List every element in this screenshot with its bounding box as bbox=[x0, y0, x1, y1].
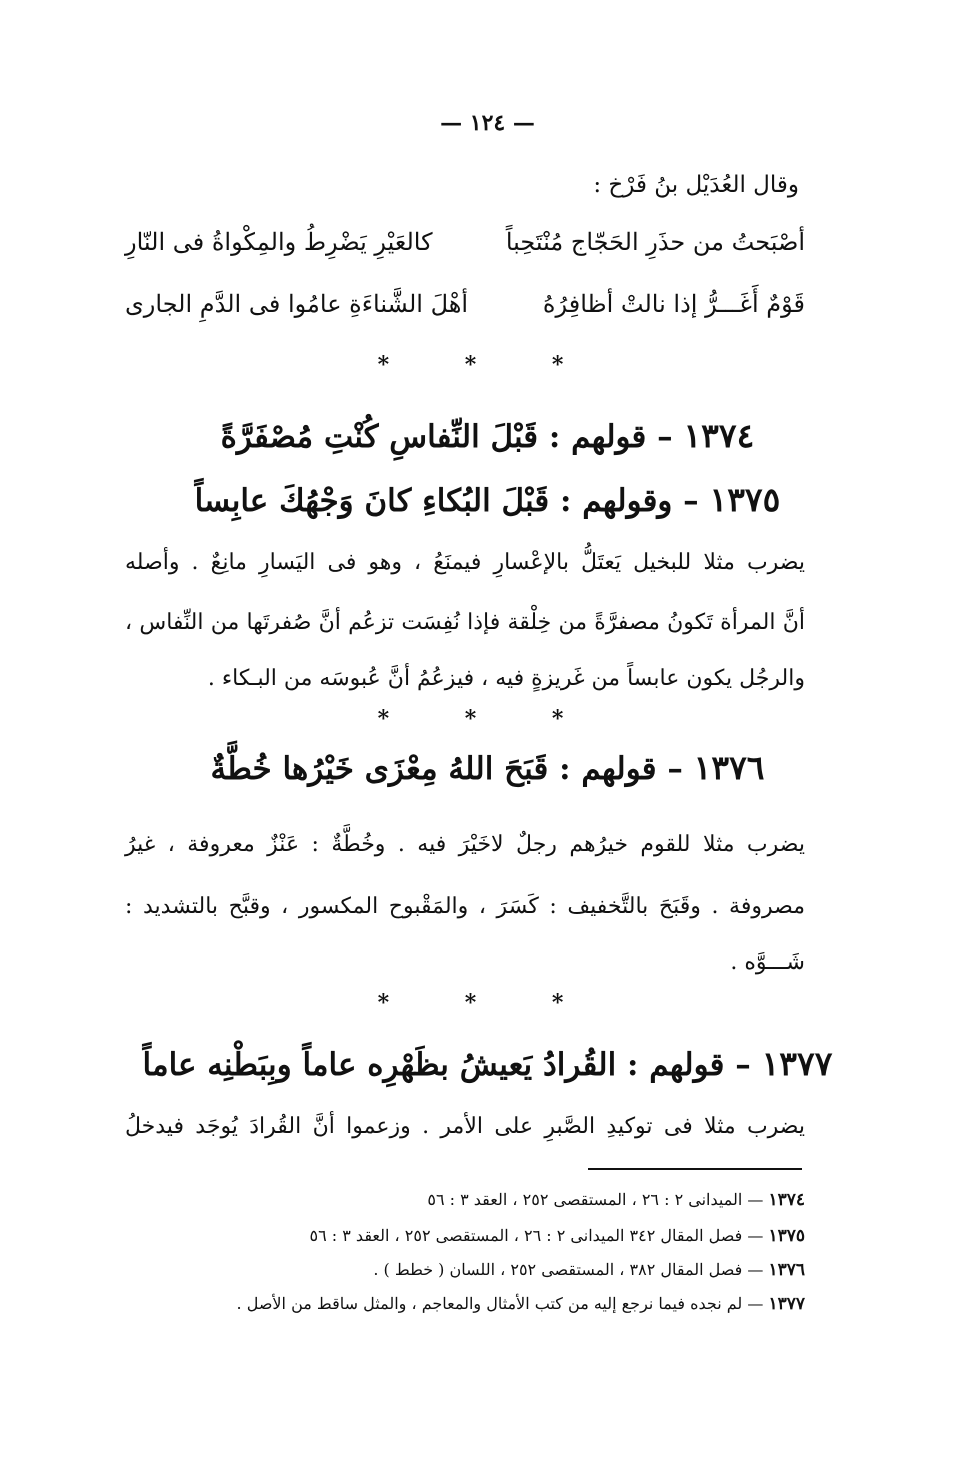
entry-number: ١٣٧٧ bbox=[761, 1044, 833, 1083]
section-separator: * * * bbox=[377, 706, 598, 732]
entry-title: – قولهم : قَبْلَ النِّفاسِ كُنْتِ مُصْفَرَّةً bbox=[220, 419, 673, 455]
poet-intro: وقال العُدَيْل بنُ فَرْخ : bbox=[593, 172, 799, 198]
footnote-text: — الميدانى ٢ : ٢٦ ، المستقصى ٢٥٢ ، العقد ٣ : ٥٦ bbox=[427, 1190, 764, 1209]
footnote-1375 bbox=[310, 1226, 806, 1246]
entry-heading-1376 bbox=[0, 748, 975, 787]
entry-heading-1374 bbox=[0, 416, 975, 455]
footnote-1377 bbox=[237, 1294, 805, 1314]
footnote-text: — فصل المقال ٣٨٢ ، المستقصى ٢٥٢ ، اللسان ( خطط ) . bbox=[373, 1260, 764, 1279]
footnote-number: ١٣٧٧ bbox=[768, 1294, 805, 1314]
footnote-number: ١٣٧٤ bbox=[768, 1190, 805, 1210]
footnote-text: — لم نجده فيما نرجع إليه من كتب الأمثال والمعاجم ، والمثل ساقط من الأصل . bbox=[236, 1294, 764, 1313]
paragraph-line: يضرب مثلا فى توكيدِ الصَّبرِ على الأمر . وزعموا أنَّ القُرادَ يُوجَد فيدخلُ bbox=[125, 1114, 805, 1139]
paragraph-line: أنَّ المرأة تَكونُ مصفرَّةً من خِلْقة فإذا نُفِسَت تزعُم أنَّ صُفرتَها من النِّفاس ، bbox=[125, 610, 805, 635]
entry-title: – وقولهم : قَبْلَ البُكاءِ كانَ وَجْهُكَ عابِساً bbox=[194, 483, 699, 519]
footnote-text: — فصل المقال ٣٤٢ الميدانى ٢ : ٢٦ ، المستقصى ٢٥٢ ، العقد ٣ : ٥٦ bbox=[309, 1226, 764, 1245]
entry-title: – قولهم : قَبَحَ اللهُ مِعْزَى خَيْرُها خُطَّةٌ bbox=[210, 751, 683, 787]
entry-number: ١٣٧٦ bbox=[693, 748, 765, 787]
verse-1-first-hemistich: أصْبَحتُ من حذَرِ الحَجّاج مُنْتَحِباً bbox=[505, 228, 805, 256]
verse-line-1 bbox=[125, 228, 805, 256]
paragraph-line: والرجُل يكون عابساً من غَريزةٍ فيه ، فيزعُمُ أنَّ عُبوسَه من البـكاء . bbox=[207, 666, 805, 691]
verse-line-2 bbox=[125, 290, 805, 318]
entry-number: ١٣٧٥ bbox=[709, 480, 781, 519]
entry-number: ١٣٧٤ bbox=[683, 416, 755, 455]
footnote-number: ١٣٧٥ bbox=[768, 1226, 805, 1246]
entry-title: – قولهم : القُرادُ يَعيشُ بظَهْرِه عاماً وبِبَطْنِه عاماً bbox=[142, 1047, 751, 1083]
verse-2-second-hemistich: أهْلَ الشَّناءَةِ عامُوا فى الدَّمِ الجارى bbox=[125, 290, 469, 318]
paragraph-line: يضرب مثلا للبخيل يَعتَلُّ بالإعْسارِ فيمنَعُ ، وهو فى اليَسارِ مانِعٌ . وأصله bbox=[125, 550, 805, 575]
verse-2-first-hemistich: قَوْمٌ أَغَـــرُّ إذا نالتْ أظافِرُهُ bbox=[542, 290, 805, 318]
footnote-1374 bbox=[427, 1190, 805, 1210]
section-separator: * * * bbox=[377, 352, 598, 378]
paragraph-line: يضرب مثلا للقوم خيرُهم رجلٌ لاخَيْرَ فيه . وخُطَّةٌ : عَنْزٌ معروفة ، غيرُ bbox=[125, 832, 805, 857]
footnote-number: ١٣٧٦ bbox=[768, 1260, 805, 1280]
footnote-1376 bbox=[373, 1260, 805, 1280]
verse-1-second-hemistich: كالعَيْرِ يَضْرِطُ والمِكْواةُ فى النّارِ bbox=[125, 228, 433, 256]
footnote-divider bbox=[588, 1168, 802, 1170]
entry-heading-1375 bbox=[0, 480, 975, 519]
page-number: — ١٢٤ — bbox=[440, 110, 535, 136]
entry-heading-1377 bbox=[0, 1044, 975, 1083]
paragraph-line: شَـــوَّه . bbox=[730, 950, 805, 975]
paragraph-line: مصروفة . وقَبَحَ بالتَّخفيف : كَسَرَ ، والمَقْبوح المكسور ، وقبَّح بالتشديد : bbox=[125, 894, 805, 919]
section-separator: * * * bbox=[377, 990, 598, 1016]
